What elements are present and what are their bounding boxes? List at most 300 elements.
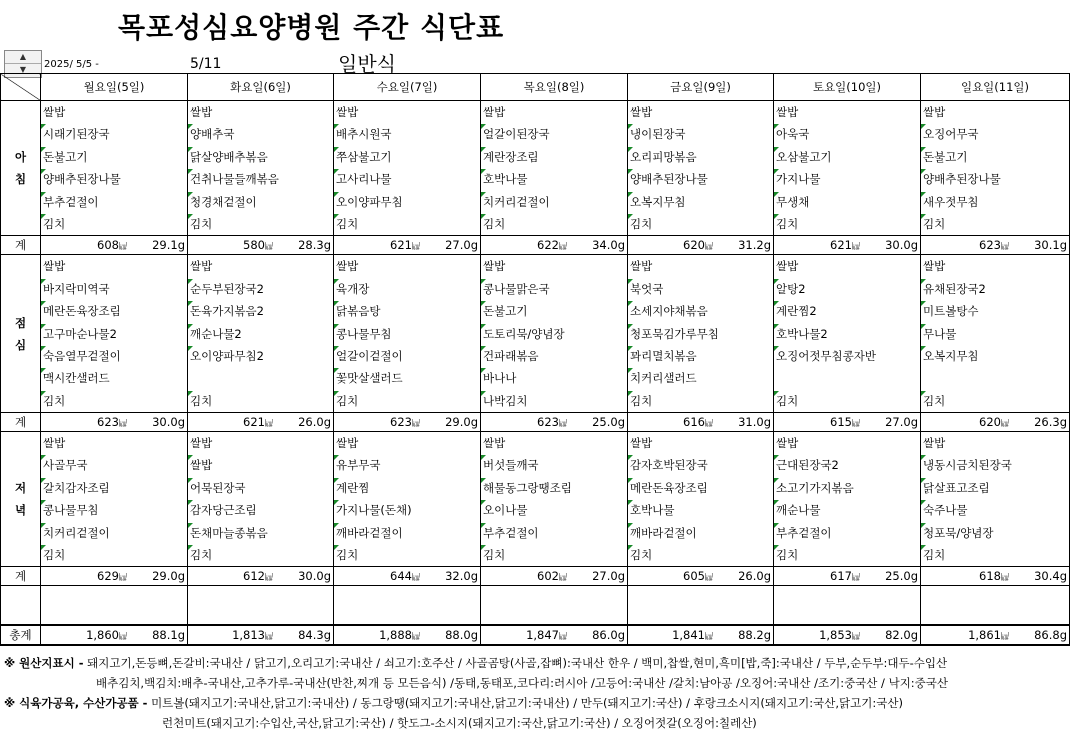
menu-item — [628, 454, 773, 476]
blank-cell — [921, 586, 1070, 626]
menu-item — [334, 432, 480, 454]
menu-item — [188, 323, 333, 345]
kcal-unit: ㎉ — [1001, 573, 1009, 583]
menu-item — [41, 123, 187, 145]
menu-type-label: 일반식 — [338, 52, 396, 76]
menu-item-text: 쌀밥 — [483, 259, 506, 274]
blank-cell — [774, 586, 921, 626]
blank-cell — [334, 586, 481, 626]
sum-cell — [41, 413, 188, 432]
comment-marker-icon — [628, 500, 633, 505]
kcal-unit: ㎉ — [119, 242, 127, 252]
kcal-unit: ㎉ — [559, 632, 567, 642]
sum-values — [188, 567, 333, 585]
menu-item — [334, 454, 480, 476]
kcal-unit: ㎉ — [1001, 419, 1009, 429]
comment-marker-icon — [334, 147, 339, 152]
gram-value: 30.0g — [885, 238, 918, 253]
menu-item-text: 바지락미역국 — [43, 281, 110, 296]
menu-item — [921, 213, 1069, 235]
comment-marker-icon — [188, 279, 193, 284]
comment-marker-icon — [41, 478, 46, 483]
sum-cell — [628, 567, 774, 586]
menu-item-text: 김치 — [336, 216, 359, 231]
kcal-number: 621 — [390, 238, 412, 253]
comment-marker-icon — [481, 500, 486, 505]
menu-item — [921, 499, 1069, 521]
kcal-number: 580 — [243, 238, 265, 253]
comment-marker-icon — [481, 169, 486, 174]
sum-label: 계 — [1, 236, 41, 255]
menu-item — [188, 544, 333, 566]
kcal-number: 629 — [97, 569, 119, 584]
kcal-value — [979, 413, 1009, 433]
menu-item-text: 깨바라겉절이 — [630, 525, 697, 540]
comment-marker-icon — [334, 455, 339, 460]
menu-item-text: 김치 — [190, 393, 213, 408]
comment-marker-icon — [188, 523, 193, 528]
menu-item-text: 쌀밥 — [336, 105, 359, 119]
menu-item — [921, 168, 1069, 190]
gram-value: 30.1g — [1034, 238, 1067, 253]
kcal-value — [232, 626, 273, 646]
comment-marker-icon — [628, 301, 633, 306]
menu-cell — [481, 101, 628, 236]
menu-item — [188, 101, 333, 123]
menu-item-text: 건파래볶음 — [483, 348, 539, 363]
comment-marker-icon — [921, 391, 926, 396]
sum-values — [188, 413, 333, 431]
menu-cell — [774, 255, 921, 413]
menu-item-text: 닭볶음탕 — [336, 304, 381, 319]
comment-marker-icon — [41, 545, 46, 550]
sum-values — [41, 413, 187, 431]
blank-cell — [481, 586, 628, 626]
menu-item-text: 콩나물무침 — [43, 503, 99, 518]
menu-item-text: 김치 — [43, 548, 66, 563]
menu-item — [921, 345, 1069, 367]
menu-item-text: 꽃맛살샐러드 — [336, 371, 403, 386]
grand-total-cell — [921, 625, 1070, 645]
menu-item-text: 갈치감자조림 — [43, 480, 110, 495]
comment-marker-icon — [774, 523, 779, 528]
kcal-unit: ㎉ — [412, 242, 420, 252]
comment-marker-icon — [628, 192, 633, 197]
footer-notes — [4, 653, 948, 733]
sum-cell — [334, 567, 481, 586]
comment-marker-icon — [334, 523, 339, 528]
blank-cell — [188, 586, 334, 626]
comment-marker-icon — [41, 301, 46, 306]
menu-item — [188, 146, 333, 168]
menu-item — [628, 323, 773, 345]
menu-item-text: 새우젓무침 — [923, 194, 979, 209]
menu-item-text: 시래기된장국 — [43, 127, 110, 142]
sum-cell — [628, 413, 774, 432]
sum-values — [628, 413, 773, 431]
origin-line-1 — [4, 653, 948, 673]
menu-item — [628, 123, 773, 145]
menu-item-text: 돈육가지볶음2 — [190, 304, 264, 319]
menu-item-text: 부추겉절이 — [483, 525, 539, 540]
menu-item — [628, 432, 773, 454]
menu-item-text: 김치 — [336, 548, 359, 563]
comment-marker-icon — [188, 500, 193, 505]
kcal-number: 602 — [537, 569, 559, 584]
gram-value: 26.3g — [1034, 415, 1067, 430]
menu-item-text: 김치 — [776, 216, 799, 231]
kcal-value — [537, 236, 567, 256]
kcal-unit: ㎉ — [119, 419, 127, 429]
comment-marker-icon — [921, 147, 926, 152]
kcal-value — [683, 236, 713, 256]
menu-item-text: 계란장조림 — [483, 149, 539, 164]
kcal-unit: ㎉ — [559, 242, 567, 252]
spin-up-icon[interactable]: ▲ — [19, 52, 27, 61]
menu-item — [41, 300, 187, 322]
menu-item-text: 김치 — [630, 393, 653, 408]
menu-item — [41, 345, 187, 367]
menu-item — [481, 522, 627, 544]
meal-label — [1, 101, 41, 236]
meal-label-2: 심 — [14, 337, 27, 352]
menu-item-text: 얼갈이된장국 — [483, 127, 550, 142]
sum-values — [481, 413, 627, 431]
menu-cell — [921, 255, 1070, 413]
grand-total-cell — [628, 625, 774, 645]
menu-item-text: 메란돈육장조림 — [43, 304, 121, 319]
menu-item — [628, 345, 773, 367]
menu-item-text: 김치 — [923, 216, 946, 231]
menu-item — [41, 323, 187, 345]
comment-marker-icon — [921, 478, 926, 483]
meal-row — [1, 101, 1070, 236]
menu-cell — [334, 432, 481, 567]
gram-value: 25.0g — [885, 569, 918, 584]
menu-item — [188, 255, 333, 277]
menu-item — [188, 454, 333, 476]
menu-item-text: 김치 — [483, 548, 506, 563]
kcal-number: 618 — [979, 569, 1001, 584]
kcal-number: 1,888 — [379, 628, 412, 643]
sum-values — [481, 567, 627, 585]
menu-item — [481, 101, 627, 123]
menu-item — [41, 544, 187, 566]
menu-item-text: 오징어젓무침콩자반 — [776, 348, 876, 363]
menu-item-text: 오이양파무침2 — [190, 348, 264, 363]
menu-item-text: 쌀밥 — [776, 105, 799, 119]
comment-marker-icon — [628, 124, 633, 129]
comment-marker-icon — [41, 391, 46, 396]
sum-cell — [41, 236, 188, 255]
menu-item-text: 쌀밥 — [630, 436, 653, 451]
comment-marker-icon — [921, 324, 926, 329]
menu-item-text: 쌀밥 — [630, 105, 653, 119]
kcal-unit: ㎉ — [852, 419, 860, 429]
menu-item — [188, 477, 333, 499]
kcal-value — [97, 236, 127, 256]
menu-item-text: 김치 — [923, 393, 946, 408]
menu-item — [481, 278, 627, 300]
menu-item — [628, 255, 773, 277]
menu-item — [921, 454, 1069, 476]
menu-item-text: 호박나물2 — [776, 326, 828, 341]
menu-item-text: 고구마순나물2 — [43, 326, 117, 341]
menu-item — [921, 477, 1069, 499]
menu-item — [774, 544, 920, 566]
gram-value: 28.3g — [298, 238, 331, 253]
menu-item — [481, 499, 627, 521]
menu-item — [628, 278, 773, 300]
menu-item-text: 유채된장국2 — [923, 281, 986, 296]
comment-marker-icon — [628, 324, 633, 329]
kcal-value — [537, 567, 567, 587]
grand-values — [334, 626, 480, 644]
kcal-value — [830, 236, 860, 256]
menu-cell — [921, 101, 1070, 236]
origin-text-2: 배추김치,백김치:배추-국내산,고추가루-국내산(반찬,찌개 등 모든음식) /동태,동태포,코다리:러시아 /고등어:국내산 /갈치:남아공 /오징어:국내산 /조기:중국산 / 낙지:중국산 — [96, 676, 949, 690]
menu-item-text: 오복지무침 — [630, 194, 686, 209]
menu-item — [628, 300, 773, 322]
menu-item-text: 돈불고기 — [43, 149, 88, 164]
kcal-unit: ㎉ — [705, 632, 713, 642]
kcal-number: 1,853 — [819, 628, 852, 643]
menu-item-text: 양배추된장나물 — [923, 172, 1001, 187]
menu-item-text: 쌀밥 — [483, 105, 506, 119]
gram-value: 26.0g — [298, 415, 331, 430]
menu-item — [921, 146, 1069, 168]
comment-marker-icon — [481, 478, 486, 483]
gram-value: 29.1g — [152, 238, 185, 253]
gram-value: 27.0g — [592, 569, 625, 584]
day-header: 월요일(5일) — [41, 74, 188, 101]
menu-item-text: 쌀밥 — [923, 105, 946, 119]
menu-cell — [774, 101, 921, 236]
menu-item — [628, 168, 773, 190]
menu-item — [628, 367, 773, 389]
menu-item-text: 바나나 — [483, 371, 517, 386]
sum-cell — [628, 236, 774, 255]
gram-value: 34.0g — [592, 238, 625, 253]
menu-item — [921, 432, 1069, 454]
comment-marker-icon — [921, 500, 926, 505]
menu-item — [921, 522, 1069, 544]
menu-cell — [188, 432, 334, 567]
menu-item-text: 감자호박된장국 — [630, 458, 708, 473]
menu-item — [41, 101, 187, 123]
comment-marker-icon — [481, 214, 486, 219]
menu-item — [41, 367, 187, 389]
menu-item — [188, 300, 333, 322]
menu-item-text: 어묵된장국 — [190, 480, 246, 495]
menu-cell — [41, 101, 188, 236]
menu-item — [628, 477, 773, 499]
kcal-unit: ㎉ — [265, 242, 273, 252]
menu-item-text: 쌀밥 — [336, 436, 359, 451]
menu-item — [774, 323, 920, 345]
meal-label-1: 아 — [14, 150, 27, 165]
sum-cell — [334, 236, 481, 255]
kcal-value — [537, 413, 567, 433]
menu-item-text: 근대된장국2 — [776, 458, 839, 473]
menu-item — [188, 123, 333, 145]
menu-item-text: 육개장 — [336, 281, 370, 296]
kcal-value — [97, 567, 127, 587]
kcal-number: 1,861 — [968, 628, 1001, 643]
comment-marker-icon — [774, 500, 779, 505]
kcal-number: 623 — [390, 415, 412, 430]
menu-item-text: 무나물 — [923, 326, 957, 341]
menu-item-text: 가지나물 — [776, 172, 821, 187]
menu-item-text: 오복지무침 — [923, 348, 979, 363]
sum-cell — [774, 567, 921, 586]
menu-item-text: 맥시칸샐러드 — [43, 371, 110, 386]
menu-item — [481, 146, 627, 168]
menu-item-text: 쌀밥 — [923, 259, 946, 274]
menu-item — [188, 191, 333, 213]
menu-item — [334, 278, 480, 300]
menu-item-text: 닭살표고조림 — [923, 480, 990, 495]
kcal-number: 608 — [97, 238, 119, 253]
meal-label — [1, 255, 41, 413]
comment-marker-icon — [481, 324, 486, 329]
menu-item-text: 쌀밥 — [43, 105, 66, 119]
menu-item — [481, 300, 627, 322]
menu-item — [774, 522, 920, 544]
comment-marker-icon — [41, 169, 46, 174]
kcal-value — [968, 626, 1009, 646]
comment-marker-icon — [628, 346, 633, 351]
menu-item — [481, 345, 627, 367]
menu-item-text: 김치 — [776, 548, 799, 563]
menu-item-text: 쌀밥 — [776, 259, 799, 274]
comment-marker-icon — [921, 455, 926, 460]
comment-marker-icon — [628, 214, 633, 219]
menu-item — [921, 300, 1069, 322]
kcal-unit: ㎉ — [559, 419, 567, 429]
menu-item-text: 김치 — [776, 393, 799, 408]
sum-cell — [188, 236, 334, 255]
sum-row — [1, 413, 1070, 432]
menu-cell — [41, 432, 188, 567]
menu-item — [41, 168, 187, 190]
comment-marker-icon — [774, 192, 779, 197]
menu-item — [41, 390, 187, 412]
spin-down-icon[interactable]: ▼ — [5, 63, 41, 76]
grand-total-label: 총계 — [1, 625, 41, 645]
comment-marker-icon — [628, 545, 633, 550]
sum-values — [41, 567, 187, 585]
comment-marker-icon — [774, 124, 779, 129]
kcal-value — [379, 626, 420, 646]
menu-item-text: 오삼불고기 — [776, 149, 832, 164]
menu-item-text: 치커리겉절이 — [43, 525, 110, 540]
menu-item-text: 고사리나물 — [336, 172, 392, 187]
comment-marker-icon — [628, 391, 633, 396]
menu-item — [334, 367, 480, 389]
sum-cell — [921, 413, 1070, 432]
menu-item — [481, 454, 627, 476]
comment-marker-icon — [334, 279, 339, 284]
gram-value: 84.3g — [298, 628, 331, 643]
sum-cell — [481, 567, 628, 586]
menu-item — [188, 522, 333, 544]
menu-item-text: 북엇국 — [630, 281, 664, 296]
menu-item — [921, 367, 1069, 389]
menu-item — [188, 168, 333, 190]
comment-marker-icon — [481, 523, 486, 528]
sum-values — [921, 567, 1069, 585]
comment-marker-icon — [774, 346, 779, 351]
meal-label-2: 침 — [14, 172, 27, 187]
menu-item — [41, 454, 187, 476]
menu-item — [334, 146, 480, 168]
comment-marker-icon — [628, 279, 633, 284]
comment-marker-icon — [774, 214, 779, 219]
comment-marker-icon — [188, 391, 193, 396]
sum-cell — [188, 413, 334, 432]
menu-item-text: 청경채겉절이 — [190, 194, 257, 209]
menu-item — [334, 191, 480, 213]
kcal-number: 621 — [830, 238, 852, 253]
comment-marker-icon — [481, 455, 486, 460]
menu-item-text: 오이나물 — [483, 503, 528, 518]
menu-cell — [334, 255, 481, 413]
menu-item — [774, 345, 920, 367]
comment-marker-icon — [41, 500, 46, 505]
comment-marker-icon — [481, 279, 486, 284]
menu-item — [41, 255, 187, 277]
menu-item-text: 쌀밥 — [776, 436, 799, 451]
menu-item-text: 알탕2 — [776, 281, 806, 296]
comment-marker-icon — [41, 523, 46, 528]
menu-item-text: 김치 — [630, 548, 653, 563]
kcal-unit: ㎉ — [559, 573, 567, 583]
kcal-number: 615 — [830, 415, 852, 430]
menu-item — [774, 101, 920, 123]
grand-total-row — [1, 625, 1070, 645]
comment-marker-icon — [481, 368, 486, 373]
comment-marker-icon — [774, 545, 779, 550]
kcal-unit: ㎉ — [852, 632, 860, 642]
kcal-value — [672, 626, 713, 646]
menu-cell — [628, 255, 774, 413]
blank-cell — [1, 586, 41, 626]
menu-item — [334, 522, 480, 544]
comment-marker-icon — [188, 124, 193, 129]
gram-value: 88.0g — [445, 628, 478, 643]
menu-cell — [334, 101, 481, 236]
blank-row — [1, 586, 1070, 626]
processed-text-2: 런천미트(돼지고기:수입산,국산,닭고기:국산) / 핫도그-소시지(돼지고기:국산,닭고기:국산) / 오징어젓갈(오징어:칠레산) — [162, 716, 757, 730]
menu-item-text: 가지나물(돈채) — [336, 503, 412, 518]
menu-item — [334, 123, 480, 145]
menu-item — [628, 213, 773, 235]
menu-item-text: 냉동시금치된장국 — [923, 458, 1012, 473]
menu-item-text: 숙음열무겉절이 — [43, 348, 121, 363]
sum-values — [481, 236, 627, 254]
comment-marker-icon — [334, 500, 339, 505]
comment-marker-icon — [188, 455, 193, 460]
kcal-unit: ㎉ — [412, 573, 420, 583]
sum-values — [628, 567, 773, 585]
menu-item — [41, 278, 187, 300]
comment-marker-icon — [188, 324, 193, 329]
menu-item — [481, 390, 627, 412]
comment-marker-icon — [188, 214, 193, 219]
comment-marker-icon — [188, 346, 193, 351]
menu-item-text: 소고기가지볶음 — [776, 480, 854, 495]
